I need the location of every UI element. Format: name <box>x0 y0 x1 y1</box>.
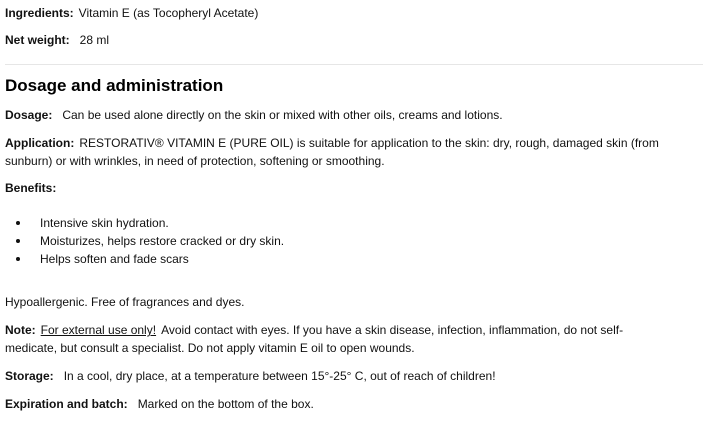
storage-label: Storage: <box>5 369 54 383</box>
hypoallergenic-row <box>5 293 698 311</box>
note-row-line2 <box>5 339 698 357</box>
ingredients-row <box>5 4 698 22</box>
application-text-line1: RESTORATIV® VITAMIN E (PURE OIL) is suitable for application to the skin: dry, rough, damaged skin (from <box>79 136 659 150</box>
net-weight-value: 28 ml <box>79 33 110 47</box>
section-heading: Dosage and administration <box>5 76 224 95</box>
benefit-text: Helps soften and fade scars <box>40 252 189 266</box>
application-text-line2: sunburn) or with wrinkles, in need of protection, softening or smoothing. <box>5 154 385 168</box>
net-weight-row <box>5 31 698 49</box>
note-text-line2: medicate, but consult a specialist. Do not apply vitamin E oil to open wounds. <box>5 341 415 355</box>
note-text-line1: Avoid contact with eyes. If you have a skin disease, infection, inflammation, do not self- <box>161 323 624 337</box>
application-label: Application: <box>5 136 75 150</box>
application-row-line2 <box>5 152 698 170</box>
dosage-row <box>5 106 698 124</box>
note-label: Note: <box>5 323 36 337</box>
bullet-icon <box>16 257 20 261</box>
list-item <box>5 250 284 268</box>
benefit-text: Intensive skin hydration. <box>40 216 169 230</box>
bullet-icon <box>16 239 20 243</box>
hypoallergenic-text: Hypoallergenic. Free of fragrances and dyes. <box>5 295 245 309</box>
storage-value: In a cool, dry place, at a temperature between 15°-25° C, out of reach of children! <box>63 369 496 383</box>
benefits-row <box>5 179 698 197</box>
dosage-value: Can be used alone directly on the skin or mixed with other oils, creams and lotions. <box>62 108 503 122</box>
application-row-line1 <box>5 134 698 152</box>
dosage-label: Dosage: <box>5 108 53 122</box>
note-row-line1 <box>5 321 698 339</box>
benefits-label: Benefits: <box>5 181 57 195</box>
bullet-icon <box>16 221 20 225</box>
expiration-value: Marked on the bottom of the box. <box>137 397 314 411</box>
section-divider <box>5 64 703 65</box>
storage-row <box>5 367 698 385</box>
list-item <box>5 232 284 250</box>
ingredients-label: Ingredients: <box>5 6 74 20</box>
net-weight-label: Net weight: <box>5 33 70 47</box>
benefits-list <box>5 214 284 268</box>
expiration-row <box>5 395 698 413</box>
list-item <box>5 214 284 232</box>
expiration-label: Expiration and batch: <box>5 397 128 411</box>
benefit-text: Moisturizes, helps restore cracked or dry skin. <box>40 234 285 248</box>
ingredients-value: Vitamin E (as Tocopheryl Acetate) <box>78 6 259 20</box>
external-use-warning: For external use only! <box>40 323 157 337</box>
